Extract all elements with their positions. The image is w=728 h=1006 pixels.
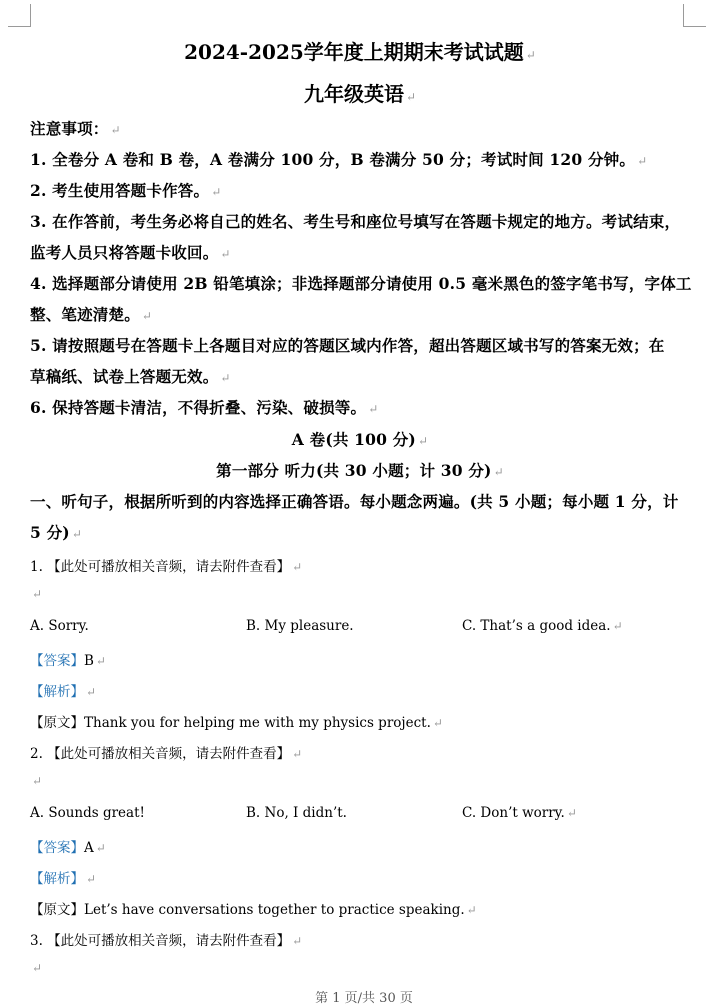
crop-mark-top-right bbox=[683, 4, 706, 27]
note-item-4: 4. 选择题部分请使用 2B 铅笔填涂；非选择题部分请使用 0.5 毫米黑色的签字笔书写，字体工 bbox=[30, 274, 692, 293]
page-subtitle: 九年级英语 ↵ bbox=[303, 82, 417, 106]
page-title: 2024-2025学年度上期期末考试试题 ↵ bbox=[184, 40, 536, 64]
question-1-label: 1. 【此处可播放相关音频，请去附件查看】 ↵ bbox=[30, 559, 303, 575]
note-item-3-cont: 监考人员只将答题卡收回。 ↵ bbox=[30, 243, 231, 262]
question-2-analysis: 【解析】 ↵ bbox=[30, 871, 97, 887]
question-1-analysis: 【解析】 ↵ bbox=[30, 684, 97, 700]
note-item-1: 1. 全卷分 A 卷和 B 卷，A 卷满分 100 分，B 卷满分 50 分；考试时间 120 分钟。 ↵ bbox=[30, 150, 648, 169]
question-2-transcript: 【原文】Let’s have conversations together to practice speaking. ↵ bbox=[30, 902, 477, 918]
question-2-option-a: A. Sounds great! bbox=[30, 805, 145, 821]
page-footer: 第 1 页/共 30 页 bbox=[315, 991, 413, 1006]
question-2-answer: 【答案】A ↵ bbox=[30, 840, 106, 856]
question-2-option-b: B. No, I didn’t. bbox=[246, 805, 347, 821]
note-item-4-cont: 整、笔迹清楚。 ↵ bbox=[30, 305, 153, 324]
part-one-heading: 第一部分 听力(共 30 小题；计 30 分) ↵ bbox=[216, 461, 504, 480]
empty-paragraph: ↵ bbox=[32, 961, 43, 975]
question-2-option-c: C. Don’t worry. ↵ bbox=[462, 805, 577, 821]
question-1-option-b: B. My pleasure. bbox=[246, 618, 354, 634]
question-3-label: 3. 【此处可播放相关音频，请去附件查看】 ↵ bbox=[30, 933, 303, 949]
question-1-transcript: 【原文】Thank you for helping me with my physics project. ↵ bbox=[30, 715, 443, 731]
question-2-label: 2. 【此处可播放相关音频，请去附件查看】 ↵ bbox=[30, 746, 303, 762]
note-item-2: 2. 考生使用答题卡作答。 ↵ bbox=[30, 181, 222, 200]
question-1-option-c: C. That’s a good idea. ↵ bbox=[462, 618, 623, 634]
note-item-3: 3. 在作答前，考生务必将自己的姓名、考生号和座位号填写在答题卡规定的地方。考试结束， bbox=[30, 212, 681, 231]
note-item-6: 6. 保持答题卡清洁，不得折叠、污染、破损等。 ↵ bbox=[30, 398, 379, 417]
crop-mark-top-left bbox=[8, 4, 31, 27]
instruction-line-2: 5 分) ↵ bbox=[30, 523, 83, 542]
instruction-line-1: 一、听句子，根据所听到的内容选择正确答语。每小题念两遍。(共 5 小题；每小题 1 分，计 bbox=[30, 492, 679, 511]
section-a-heading: A 卷(共 100 分) ↵ bbox=[291, 430, 429, 449]
empty-paragraph: ↵ bbox=[32, 774, 43, 788]
question-1-answer: 【答案】B ↵ bbox=[30, 653, 106, 669]
note-item-5: 5. 请按照题号在答题卡上各题目对应的答题区域内作答，超出答题区域书写的答案无效；在 bbox=[30, 336, 665, 355]
notes-heading: 注意事项： ↵ bbox=[30, 119, 121, 138]
note-item-5-cont: 草稿纸、试卷上答题无效。 ↵ bbox=[30, 367, 231, 386]
question-1-option-a: A. Sorry. bbox=[30, 618, 89, 634]
empty-paragraph: ↵ bbox=[32, 587, 43, 601]
